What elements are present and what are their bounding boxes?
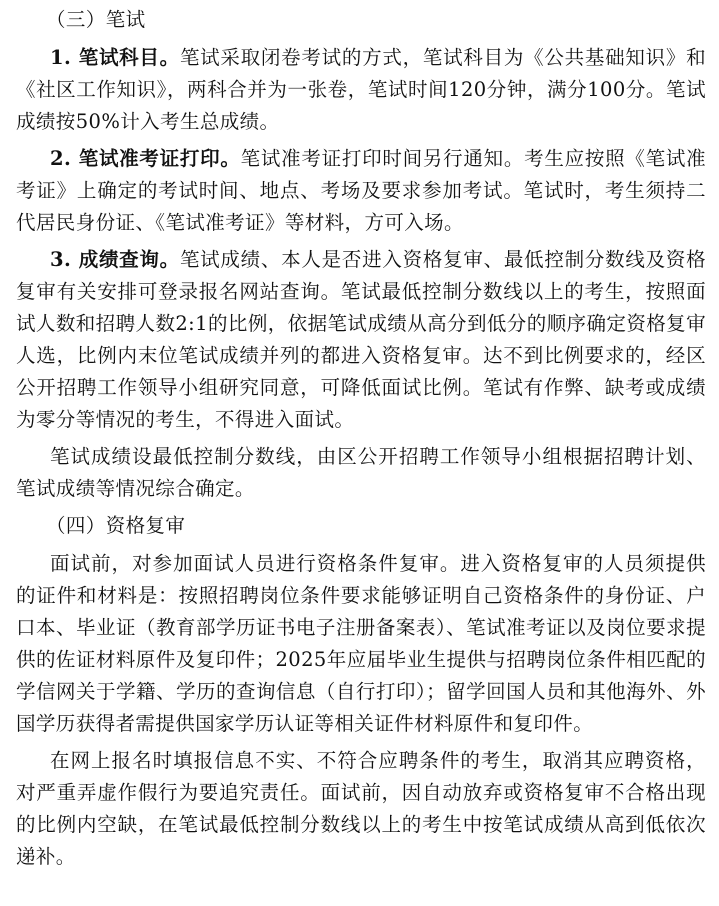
paragraph-review-disqualification	[16, 745, 706, 873]
paragraph-text: 笔试成绩设最低控制分数线，由区公开招聘工作领导小组根据招聘计划、笔试成绩等情况综合确定。	[16, 445, 706, 500]
paragraph-score-query	[16, 244, 706, 436]
paragraph-exam-subjects	[16, 42, 706, 138]
paragraph-lead: 1. 笔试科目。	[50, 46, 180, 69]
paragraph-text: 笔试准考证打印时间另行通知。考生应按照《笔试准考证》上确定的考试时间、地点、考场及要求参加考试。笔试时，考生须持二代居民身份证、《笔试准考证》等材料，方可入场。	[16, 147, 707, 234]
document-page	[16, 4, 706, 873]
paragraph-text: 笔试采取闭卷考试的方式，笔试科目为《公共基础知识》和《社区工作知识》，两科合并为一张卷，笔试时间120分钟，满分100分。笔试成绩按50%计入考生总成绩。	[16, 46, 706, 133]
paragraph-lead: 3. 成绩查询。	[50, 248, 180, 271]
paragraph-review-materials	[16, 548, 706, 740]
paragraph-admission-ticket	[16, 143, 706, 239]
section-heading-written-exam: （三）笔试	[46, 8, 146, 31]
paragraph-lead: 2. 笔试准考证打印。	[50, 147, 241, 170]
paragraph-text: 笔试成绩、本人是否进入资格复审、最低控制分数线及资格复审有关安排可登录报名网站查询。笔试最低控制分数线以上的考生，按照面试人数和招聘人数2:1的比例，依据笔试成绩从高分到低分的顺序确定资格复审人选，比例内末位笔试成绩并列的都进入资格复审。达不到比例要求的，经区公开招聘工作领导小组研究同意，可降低面试比例。笔试有作弊、缺考或成绩为零分等情况的考生，不得进入面试。	[16, 248, 706, 431]
paragraph-text: 面试前，对参加面试人员进行资格条件复审。进入资格复审的人员须提供的证件和材料是：按照招聘岗位条件要求能够证明自己资格条件的身份证、户口本、毕业证（教育部学历证书电子注册备案表）、笔试准考证以及岗位要求提供的佐证材料原件及复印件；2025年应届毕业生提供与招聘岗位条件相匹配的学信网关于学籍、学历的查询信息（自行打印）；留学回国人员和其他海外、外国学历获得者需提供国家学历认证等相关证件材料原件和复印件。	[16, 552, 706, 735]
paragraph-min-score-line	[16, 441, 706, 505]
section-heading-qualification-review: （四）资格复审	[46, 514, 186, 537]
paragraph-text: 在网上报名时填报信息不实、不符合应聘条件的考生，取消其应聘资格，对严重弄虚作假行为要追究责任。面试前，因自动放弃或资格复审不合格出现的比例内空缺，在笔试最低控制分数线以上的考生中按笔试成绩从高到低依次递补。	[16, 749, 706, 868]
